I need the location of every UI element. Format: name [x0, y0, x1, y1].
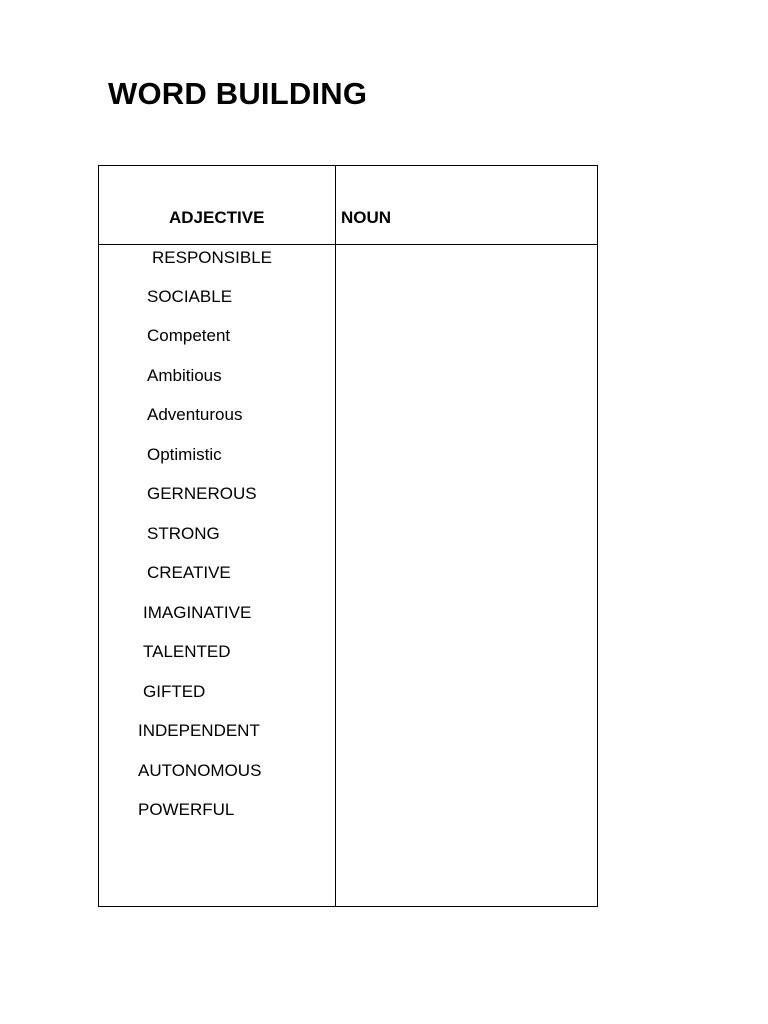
header-adjective: ADJECTIVE	[169, 208, 265, 227]
adjective-adventurous: Adventurous	[147, 405, 243, 424]
adjective-talented: TALENTED	[143, 642, 231, 661]
adjective-creative: CREATIVE	[147, 563, 231, 582]
adjective-gernerous: GERNEROUS	[147, 484, 257, 503]
column-divider	[335, 166, 336, 906]
word-building-table	[98, 165, 598, 907]
adjective-competent: Competent	[147, 326, 231, 345]
adjective-optimistic: Optimistic	[147, 445, 222, 464]
header-noun: NOUN	[341, 208, 392, 227]
adjective-imaginative: IMAGINATIVE	[143, 603, 252, 622]
adjective-independent: INDEPENDENT	[138, 721, 260, 740]
adjective-powerful: POWERFUL	[138, 800, 235, 819]
adjective-ambitious: Ambitious	[147, 366, 222, 385]
page-title: WORD BUILDING	[108, 76, 368, 111]
adjective-responsible: RESPONSIBLE	[152, 248, 272, 267]
header-divider	[99, 244, 597, 245]
adjective-sociable: SOCIABLE	[147, 287, 233, 306]
adjective-strong: STRONG	[147, 524, 220, 543]
adjective-gifted: GIFTED	[143, 682, 206, 701]
adjective-autonomous: AUTONOMOUS	[138, 761, 262, 780]
